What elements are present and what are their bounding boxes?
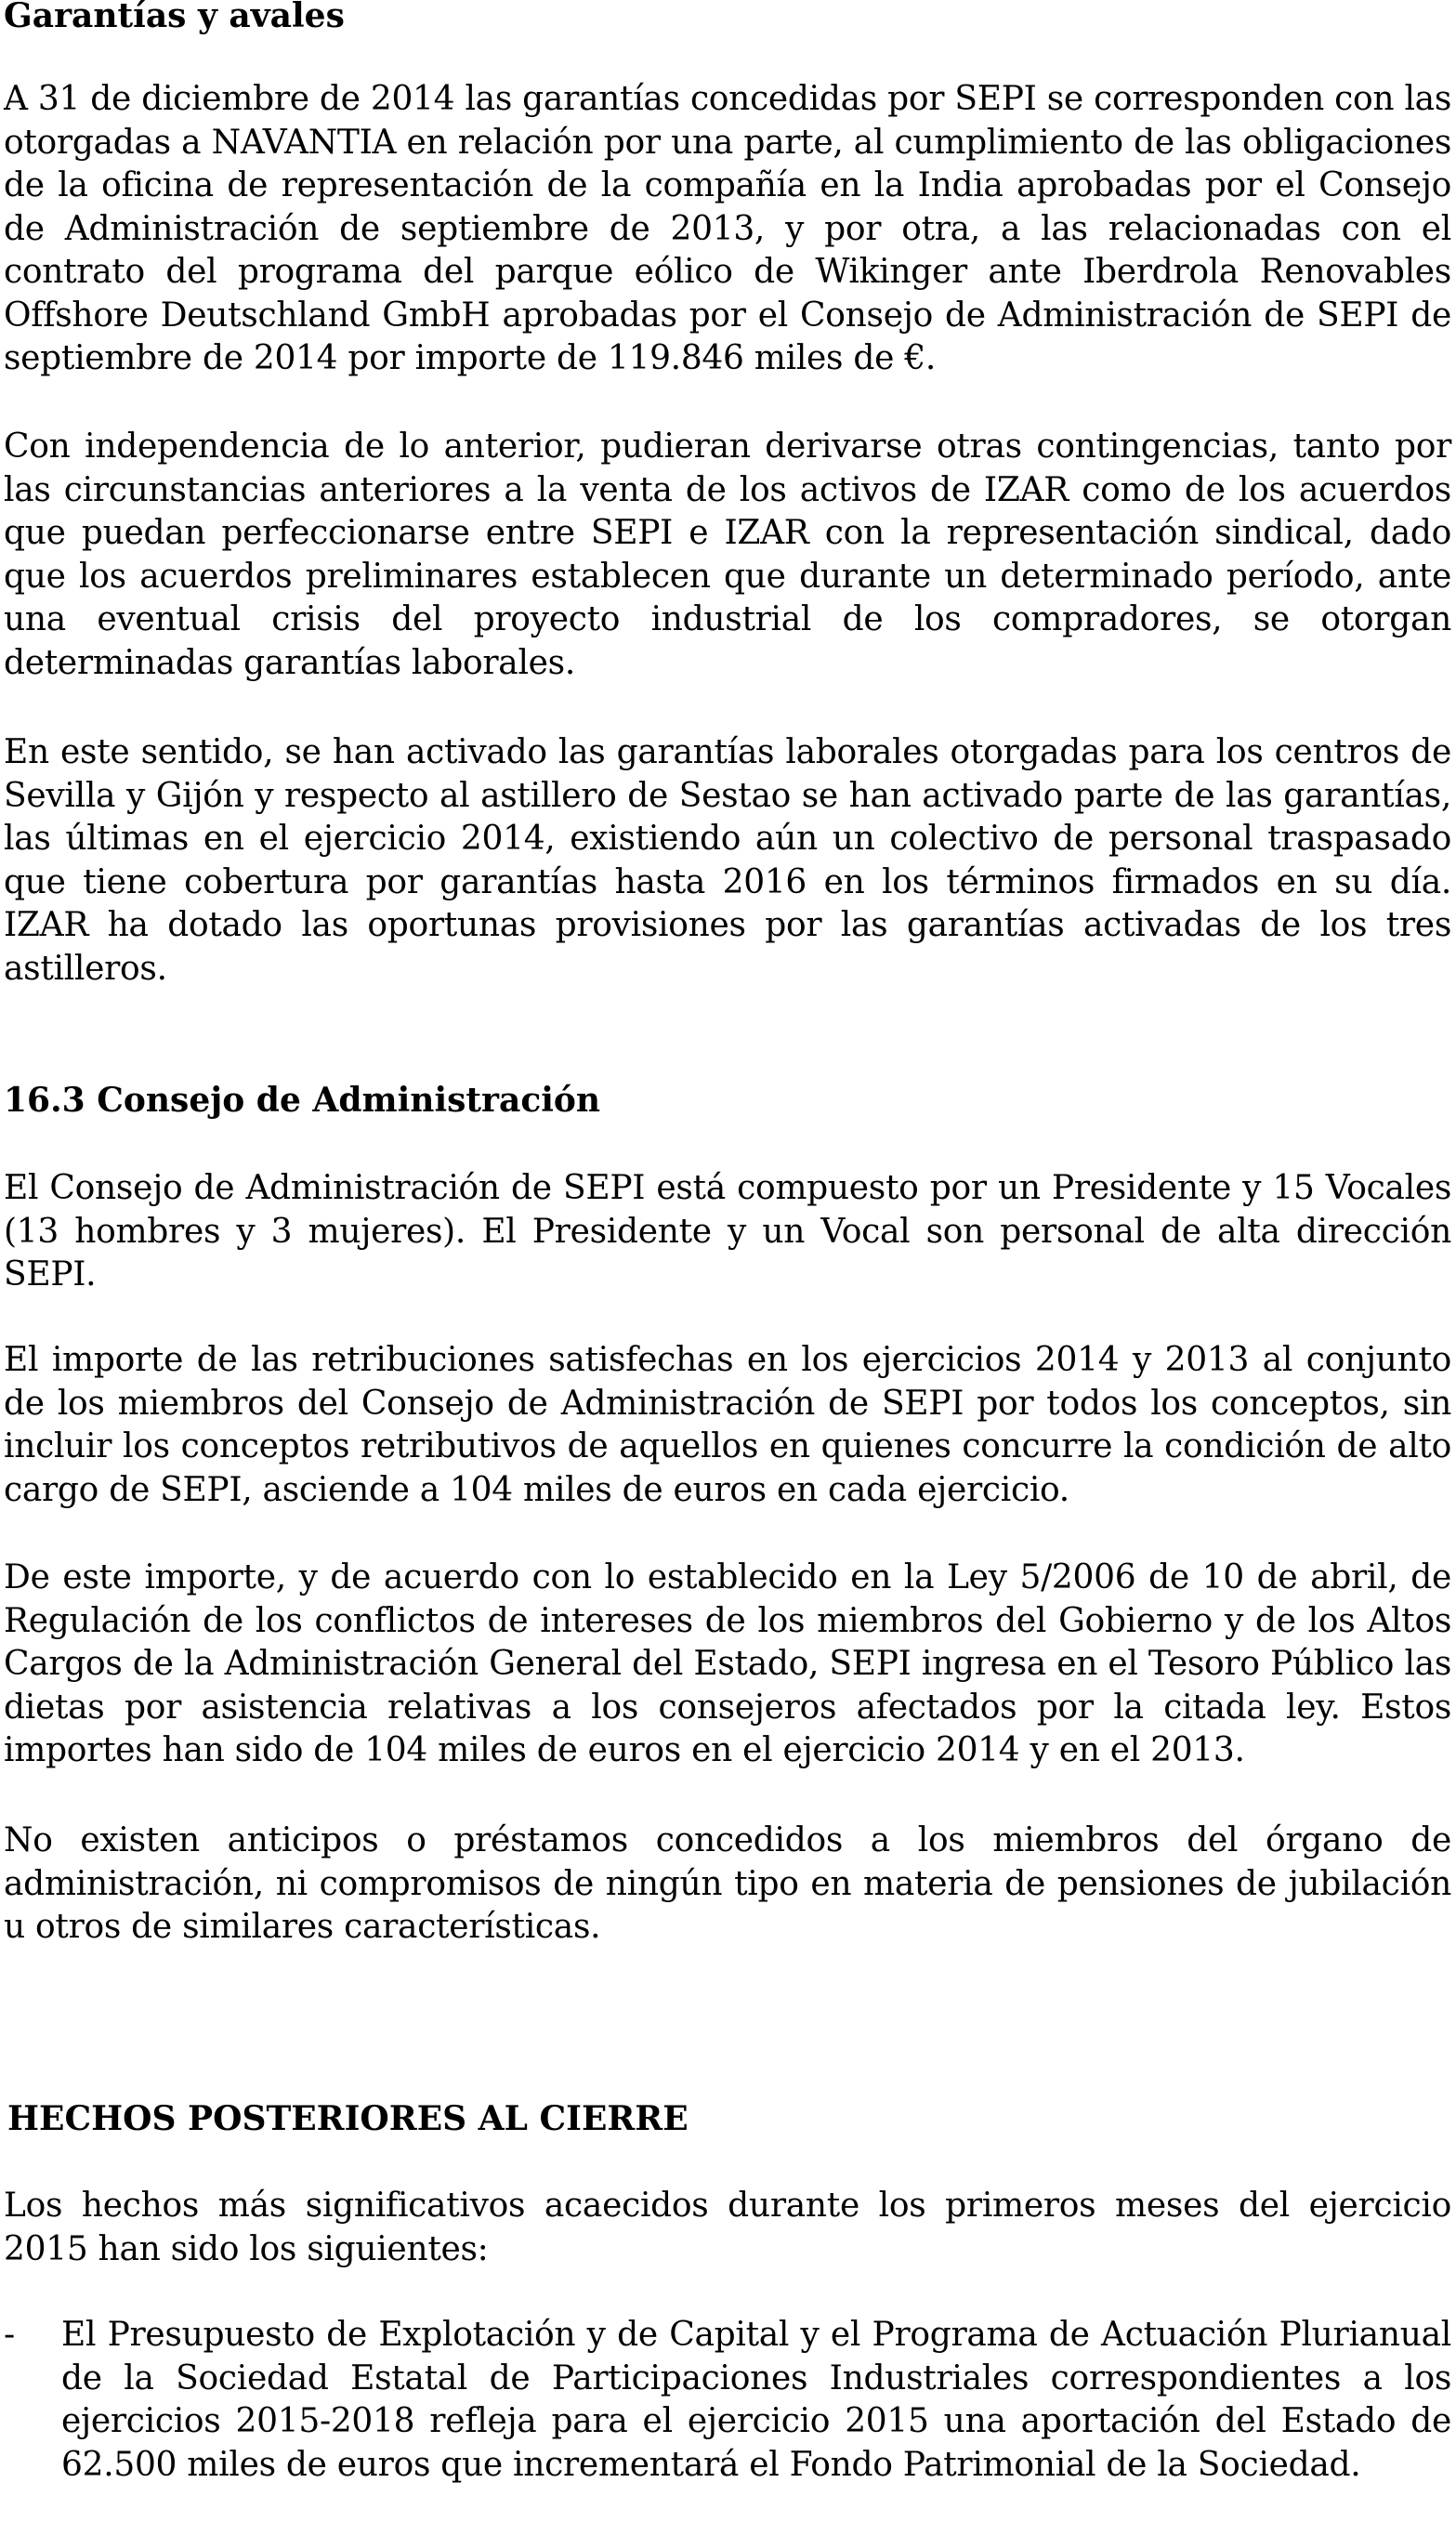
paragraph xyxy=(4,1339,1451,1512)
list-bullet: - xyxy=(4,2316,16,2354)
section-hechos xyxy=(7,2097,1455,2140)
section-garantias xyxy=(4,0,1451,37)
paragraph-text: En este sentido, se han activado las garantías laborales otorgadas para los centros de Sevilla y Gijón y respecto al astillero de Sestao se han activado parte de las garantías, las últimas en el ejercicio 2014, existiendo aún un colectivo de personal traspasado que tiene cobertura por garantías hasta 2016 en los términos firmados en su día. IZAR ha dotado las oportunas provisiones por las garantías activadas de los tres astilleros. xyxy=(4,733,1451,988)
list-item-body xyxy=(61,2314,1451,2487)
paragraph xyxy=(4,731,1451,991)
paragraph-text: El Consejo de Administración de SEPI está compuesto por un Presidente y 15 Vocales (13 hombres y 3 mujeres). El Presidente y un Vocal son personal de alta dirección SEPI. xyxy=(4,1169,1451,1294)
paragraph xyxy=(4,2185,1451,2271)
paragraph-text: De este importe, y de acuerdo con lo establecido en la Ley 5/2006 de 10 de abril, de Regulación de los conflictos de intereses de los miembros del Gobierno y de los Altos Cargos de la Administración General del Estado, SEPI ingresa en el Tesoro Público las dietas por asistencia relativas a los consejeros afectados por la citada ley. Estos importes han sido de 104 miles de euros en el ejercicio 2014 y en el 2013. xyxy=(4,1558,1451,1769)
list-item-text: El Presupuesto de Explotación y de Capital y el Programa de Actuación Plurianual de la Sociedad Estatal de Participaciones Industriales correspondientes a los ejercicios 2015-2018 refleja para el ejercicio 2015 una aportación del Estado de 62.500 miles de euros que incrementará el Fondo Patrimonial de la Sociedad. xyxy=(61,2316,1451,2484)
paragraph-text: El importe de las retribuciones satisfechas en los ejercicios 2014 y 2013 al conjunto de los miembros del Consejo de Administración de SEPI por todos los conceptos, sin incluir los conceptos retributivos de aquellos en quienes concurre la condición de alto cargo de SEPI, asciende a 104 miles de euros en cada ejercicio. xyxy=(4,1341,1451,1509)
section-consejo xyxy=(4,1079,1451,1122)
paragraph-text: Los hechos más significativos acaecidos durante los primeros meses del ejercicio 2015 han sido los siguientes: xyxy=(4,2187,1451,2268)
paragraph-text: A 31 de diciembre de 2014 las garantías concedidas por SEPI se corresponden con las otorgadas a NAVANTIA en relación por una parte, al cumplimiento de las obligaciones de la oficina de representación de la compañía en la India aprobadas por el Consejo de Administración de septiembre de 2013, y por otra, a las relacionadas con el contrato del programa del parque eólico de Wikinger ante Iberdrola Renovables Offshore Deutschland GmbH aprobadas por el Consejo de Administración de SEPI de septiembre de 2014 por importe de 119.846 miles de €. xyxy=(4,80,1451,377)
section-title-consejo: 16.3 Consejo de Administración xyxy=(4,1081,601,1120)
paragraph xyxy=(4,426,1451,685)
paragraph xyxy=(4,1167,1451,1297)
section-title-garantias: Garantías y avales xyxy=(4,0,345,35)
paragraph-text: Con independencia de lo anterior, pudieran derivarse otras contingencias, tanto por las circunstancias anteriores a la venta de los activos de IZAR como de los acuerdos que puedan perfeccionarse entre SEPI e IZAR con la representación sindical, dado que los acuerdos preliminares establecen que durante un determinado período, ante una eventual crisis del proyecto industrial de los compradores, se otorgan determinadas garantías laborales. xyxy=(4,427,1451,682)
paragraph xyxy=(4,1819,1451,1950)
list-item xyxy=(4,2314,1451,2487)
section-title-hechos: HECHOS POSTERIORES AL CIERRE xyxy=(7,2099,689,2138)
paragraph xyxy=(4,1557,1451,1773)
paragraph-text: No existen anticipos o préstamos concedidos a los miembros del órgano de administración, ni compromisos de ningún tipo en materia de pensiones de jubilación u otros de similares características. xyxy=(4,1821,1451,1946)
paragraph xyxy=(4,78,1451,381)
